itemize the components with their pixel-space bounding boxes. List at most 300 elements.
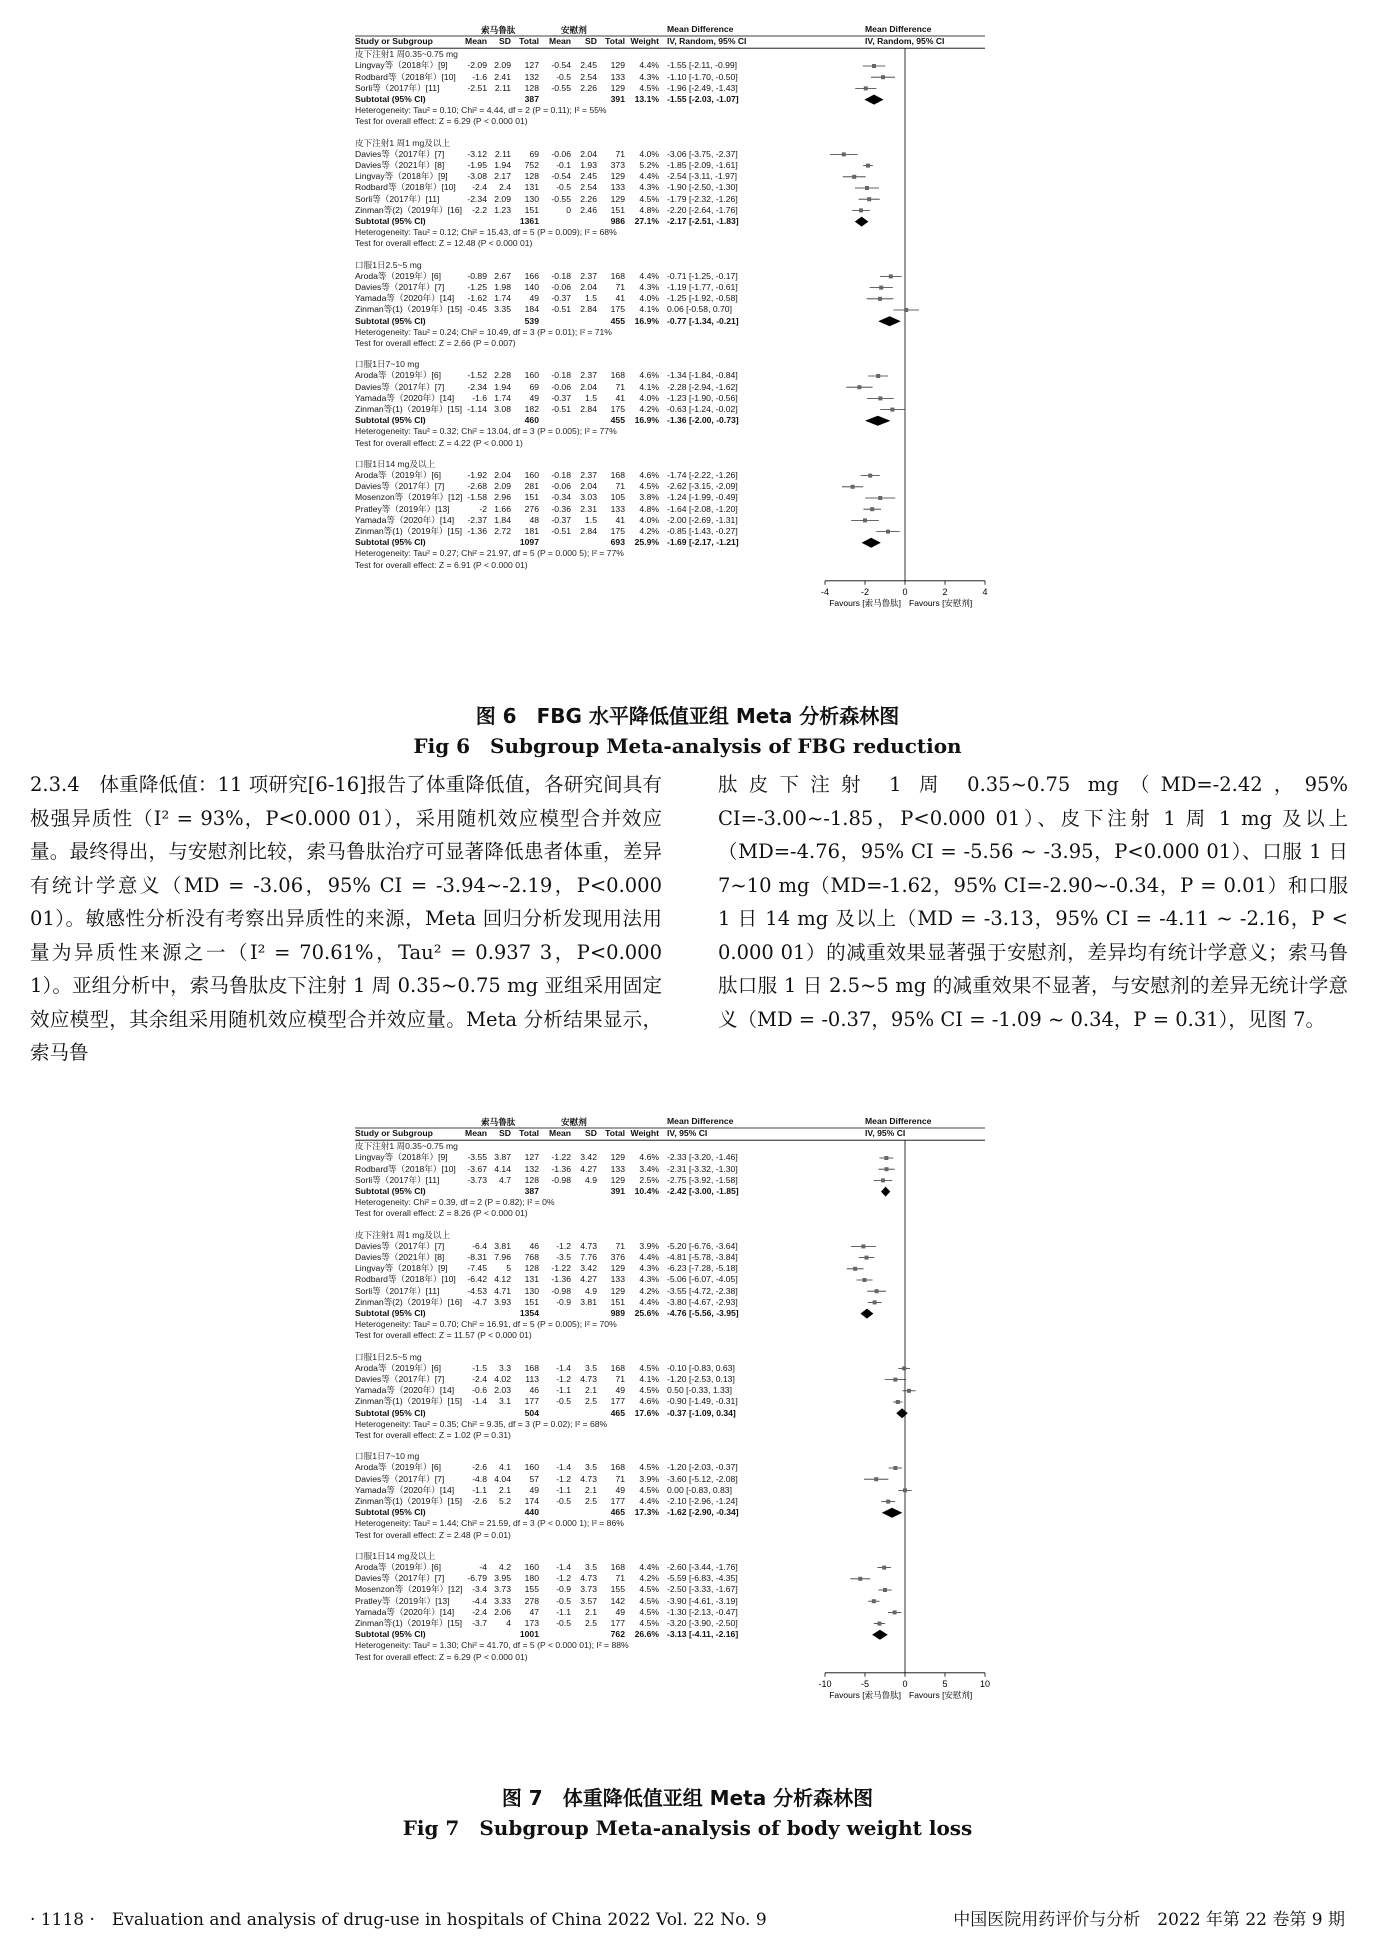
cell: 4.8% [639, 503, 659, 514]
cell: 17.3% [634, 1507, 659, 1518]
cell: -0.77 [-1.34, -0.21] [667, 315, 739, 326]
cell: -3.20 [-3.90, -2.50] [667, 1618, 738, 1628]
cell: Yamada等（2020年）[14] [355, 1606, 455, 1617]
cell: Davies等（2021年）[8] [355, 1252, 445, 1262]
cell: -0.51 [551, 526, 571, 536]
cell: -2.33 [-3.20, -1.46] [667, 1152, 738, 1163]
cell: Rodbard等（2018年）[10] [355, 182, 456, 193]
cell: 25.6% [634, 1308, 659, 1318]
cell: 2.09 [494, 481, 511, 492]
cell: 2.09 [494, 60, 511, 71]
cell: 71 [615, 1374, 625, 1384]
cell: 49 [529, 392, 539, 403]
cell: 2.5 [585, 1396, 597, 1407]
cell: -4.76 [-5.56, -3.95] [667, 1308, 739, 1318]
cell: 160 [524, 470, 539, 480]
cell: -2.6 [472, 1496, 487, 1506]
cell: 989 [610, 1308, 625, 1318]
cell: Zinman等(1)（2019年）[15] [355, 1618, 462, 1628]
cell: -0.37 [551, 293, 571, 304]
cell: 2.03 [494, 1385, 511, 1396]
cell: Aroda等（2019年）[6] [355, 370, 441, 381]
header-cell: Mean [465, 1128, 487, 1138]
cell: -0.5 [556, 1595, 571, 1606]
cell: 2.09 [494, 193, 511, 204]
cell: Aroda等（2019年）[6] [355, 1562, 441, 1572]
subtotal-diamond [861, 1309, 874, 1319]
effect-square [865, 186, 869, 190]
cell: 160 [524, 370, 539, 381]
cell: 3.9% [639, 1473, 659, 1484]
cell: -1.74 [-2.22, -1.26] [667, 470, 738, 480]
cell: 4.5% [639, 1362, 659, 1373]
heterogeneity: Heterogeneity: Tau² = 1.30; Chi² = 41.70, df = 5 (P < 0.000 01); I² = 88% [355, 1640, 629, 1651]
effect-square [878, 496, 882, 500]
cell: -0.55 [551, 193, 571, 204]
cell: -2.09 [467, 60, 487, 71]
cell: 4.04 [494, 1473, 511, 1484]
cell: -1.20 [-2.53, 0.13] [667, 1374, 735, 1384]
cell: 2.1 [585, 1484, 597, 1495]
cell: 4.5% [639, 193, 659, 204]
cell: 41 [615, 392, 625, 403]
cell: 0.50 [-0.33, 1.33] [667, 1385, 732, 1396]
cell: -0.5 [556, 71, 571, 82]
effect-square [851, 485, 855, 489]
md-header-right: Mean Difference [865, 24, 932, 34]
cell: 1097 [519, 537, 539, 548]
cell: -1.20 [-2.03, -0.37] [667, 1462, 738, 1473]
cell: -6.79 [467, 1573, 487, 1584]
cell: Rodbard等（2018年）[10] [355, 1163, 456, 1174]
cell: 129 [610, 1285, 625, 1296]
cell: 1.94 [494, 160, 511, 170]
cell: 181 [524, 526, 539, 536]
x-tick-label: 4 [982, 586, 988, 597]
header-cell: SD [585, 36, 597, 46]
cell: 1.74 [494, 293, 511, 304]
cell: -1.24 [-1.99, -0.49] [667, 492, 738, 503]
cell: 4.02 [494, 1374, 511, 1384]
cell: -2.6 [472, 1462, 487, 1473]
cell: 151 [524, 204, 539, 215]
cell: 3.33 [494, 1595, 511, 1606]
cell: -3.90 [-4.61, -3.19] [667, 1595, 738, 1606]
cell: 182 [524, 404, 539, 414]
cell: Zinman等(2)（2019年）[16] [355, 204, 462, 215]
effect-square [881, 1178, 885, 1182]
cell: 168 [610, 270, 625, 281]
heterogeneity: Heterogeneity: Tau² = 0.32; Chi² = 13.04, df = 3 (P = 0.005); I² = 77% [355, 426, 617, 437]
cell: 504 [524, 1407, 539, 1418]
cell: 175 [610, 404, 625, 414]
cell: -7.45 [467, 1263, 487, 1274]
cell: 3.93 [494, 1296, 511, 1307]
cell: Aroda等（2019年）[6] [355, 1462, 441, 1473]
cell: -6.23 [-7.28, -5.18] [667, 1263, 738, 1274]
effect-square [904, 308, 908, 312]
cell: 27.1% [634, 216, 659, 226]
cell: 2.84 [580, 304, 597, 315]
subtotal-diamond [878, 316, 901, 326]
cell: 276 [524, 503, 539, 514]
cell: 2.04 [580, 381, 597, 392]
effect-square [857, 385, 861, 389]
cell: 4.5% [639, 82, 659, 93]
subgroup-title: 皮下注射1 周0.35~0.75 mg [355, 49, 458, 60]
overall-effect-test: Test for overall effect: Z = 2.66 (P = 0.007) [355, 338, 516, 348]
cell: -1.85 [-2.09, -1.61] [667, 160, 738, 170]
cell: -1.22 [551, 1263, 571, 1274]
cell: -1.36 [551, 1163, 571, 1174]
cell: Yamada等（2020年）[14] [355, 1385, 455, 1396]
cell: 151 [610, 204, 625, 215]
cell: 2.04 [580, 148, 597, 159]
cell: -1.6 [472, 71, 487, 82]
cell: 129 [610, 193, 625, 204]
cell: 173 [524, 1618, 539, 1628]
cell: -1.19 [-1.77, -0.61] [667, 282, 738, 292]
cell: Lingvay等（2018年）[9] [355, 1152, 448, 1163]
cell: 4 [506, 1618, 511, 1628]
overall-effect-test: Test for overall effect: Z = 12.48 (P < 0.000 01) [355, 238, 533, 249]
cell: -2.51 [467, 82, 487, 93]
cell: 4.1% [639, 304, 659, 315]
cell: -0.1 [556, 160, 571, 170]
cell: 986 [610, 216, 625, 226]
cell: Rodbard等（2018年）[10] [355, 71, 456, 82]
cell: 17.6% [634, 1407, 659, 1418]
effect-square [877, 1622, 881, 1626]
cell: -1.1 [472, 1484, 487, 1495]
effect-square [884, 1156, 888, 1160]
cell: -0.5 [556, 182, 571, 193]
cell: 4.4% [639, 1562, 659, 1572]
cell: -3.67 [467, 1163, 487, 1174]
effect-square [863, 518, 867, 522]
cell: Mosenzon等（2019年）[12] [355, 1584, 463, 1595]
effect-square [890, 408, 894, 412]
overall-effect-test: Test for overall effect: Z = 1.02 (P = 0.31) [355, 1430, 511, 1440]
md-header-left: Mean Difference [667, 24, 734, 34]
effect-square [865, 1256, 869, 1260]
subtotal-diamond [865, 416, 890, 426]
cell: 3.9% [639, 1240, 659, 1251]
heterogeneity: Heterogeneity: Tau² = 0.70; Chi² = 16.91, df = 5 (P = 0.005); I² = 70% [355, 1319, 617, 1330]
cell: 4.3% [639, 182, 659, 193]
cell: 4.14 [494, 1163, 511, 1174]
cell: 5.2% [639, 160, 659, 170]
cell: 440 [524, 1507, 539, 1518]
cell: -1.2 [556, 1473, 571, 1484]
cell: 4.1% [639, 1374, 659, 1384]
cell: -2 [479, 503, 487, 514]
heterogeneity: Heterogeneity: Tau² = 1.44; Chi² = 21.59, df = 3 (P < 0.000 1); I² = 86% [355, 1518, 624, 1529]
cell: 2.26 [580, 82, 597, 93]
cell: 4.4% [639, 1296, 659, 1307]
overall-effect-test: Test for overall effect: Z = 4.22 (P < 0.000 1) [355, 437, 523, 448]
cell: -3.5 [556, 1252, 571, 1262]
x-tick-label: -5 [860, 1678, 870, 1689]
cell: 4.1 [499, 1462, 511, 1473]
cell: 131 [524, 1274, 539, 1285]
cell: 133 [610, 71, 625, 82]
cell: 4.2% [639, 1573, 659, 1584]
cell: 160 [524, 1562, 539, 1572]
cell: -6.4 [472, 1240, 487, 1251]
cell: 69 [529, 148, 539, 159]
cell: -1.2 [556, 1573, 571, 1584]
cell: 4.0% [639, 293, 659, 304]
cell: 49 [529, 293, 539, 304]
cell: 465 [610, 1507, 625, 1518]
cell: -4.53 [467, 1285, 487, 1296]
cell: 1.74 [494, 392, 511, 403]
cell: 4.5% [639, 481, 659, 492]
cell: Mosenzon等（2019年）[12] [355, 492, 463, 503]
cell: 177 [524, 1396, 539, 1407]
cell: 3.73 [580, 1584, 597, 1595]
cell: 177 [610, 1396, 625, 1407]
effect-square [872, 1599, 876, 1603]
heterogeneity: Heterogeneity: Tau² = 0.35; Chi² = 9.35, df = 3 (P = 0.02); I² = 68% [355, 1418, 608, 1429]
cell: 71 [615, 381, 625, 392]
cell: 151 [610, 1296, 625, 1307]
cell: -0.5 [556, 1618, 571, 1628]
cell: 3.35 [494, 304, 511, 315]
cell: 4.6% [639, 370, 659, 381]
cell: -1.10 [-1.70, -0.50] [667, 71, 738, 82]
cell: 151 [524, 1296, 539, 1307]
cell: -2.75 [-3.92, -1.58] [667, 1174, 738, 1185]
cell: Subtotal (95% CI) [355, 1629, 426, 1640]
cell: 130 [524, 1285, 539, 1296]
cell: 4.3% [639, 1263, 659, 1274]
cell: 3.81 [494, 1240, 511, 1251]
effect-square [872, 64, 876, 68]
cell: -0.71 [-1.25, -0.17] [667, 270, 738, 281]
cell: 7.96 [494, 1252, 511, 1262]
cell: Sorli等（2017年）[11] [355, 1174, 440, 1185]
cell: 174 [524, 1496, 539, 1506]
effect-square [842, 152, 846, 156]
header-cell: Total [519, 36, 539, 46]
cell: 129 [610, 1263, 625, 1274]
cell: -1.36 [551, 1274, 571, 1285]
cell: 2.04 [580, 481, 597, 492]
cell: -4.7 [472, 1296, 487, 1307]
cell: 373 [610, 160, 625, 170]
heterogeneity: Heterogeneity: Tau² = 0.24; Chi² = 10.49, df = 3 (P = 0.01); I² = 71% [355, 326, 612, 337]
effect-square [861, 1244, 865, 1248]
header-cell: Total [605, 1128, 625, 1138]
cell: 2.26 [580, 193, 597, 204]
favours-left-label: Favours [索马鲁肽] [829, 1689, 901, 1700]
cell: 387 [524, 1186, 539, 1196]
cell: Yamada等（2020年）[14] [355, 392, 455, 403]
subtotal-diamond [864, 95, 883, 105]
cell: -1.96 [-2.49, -1.43] [667, 82, 738, 93]
cell: -0.18 [551, 370, 571, 381]
subtotal-diamond [872, 1630, 888, 1640]
cell: 16.9% [634, 415, 659, 426]
cell: 455 [610, 315, 625, 326]
cell: 1361 [519, 216, 539, 226]
cell: 48 [529, 514, 539, 525]
cell: Davies等（2017年）[7] [355, 1473, 445, 1484]
heterogeneity: Heterogeneity: Tau² = 0.12; Chi² = 15.43, df = 5 (P = 0.009); I² = 68% [355, 227, 617, 238]
cell: Zinman等(2)（2019年）[16] [355, 1296, 462, 1307]
cell: 1.94 [494, 381, 511, 392]
cell: 4.2 [499, 1562, 511, 1572]
cell: Subtotal (95% CI) [355, 415, 426, 426]
header-cell: Weight [630, 1128, 659, 1138]
cell: 4.0% [639, 392, 659, 403]
effect-square [863, 1278, 867, 1282]
cell: -2.54 [-3.11, -1.97] [667, 171, 738, 182]
cell: 3.81 [580, 1296, 597, 1307]
cell: Zinman等(1)（2019年）[15] [355, 1396, 462, 1407]
overall-effect-test: Test for overall effect: Z = 6.29 (P < 0.000 01) [355, 1651, 528, 1662]
cell: 2.06 [494, 1606, 511, 1617]
cell: 4.2% [639, 526, 659, 536]
cell: 177 [610, 1496, 625, 1506]
cell: 71 [615, 1573, 625, 1584]
effect-square [874, 1477, 878, 1481]
cell: 3.42 [580, 1152, 597, 1163]
cell: Pratley等（2019年）[13] [355, 1595, 450, 1606]
cell: Sorli等（2017年）[11] [355, 82, 440, 93]
cell: -1.36 [-2.00, -0.73] [667, 415, 739, 426]
cell: 2.46 [580, 204, 597, 215]
cell: -0.90 [-1.49, -0.31] [667, 1396, 738, 1407]
header-cell: Study or Subgroup [355, 36, 433, 46]
cell: -2.34 [467, 193, 487, 204]
cell: -1.64 [-2.08, -1.20] [667, 503, 738, 514]
cell: 71 [615, 1473, 625, 1484]
cell: -4.4 [472, 1595, 487, 1606]
cell: 113 [525, 1374, 539, 1384]
cell: 281 [524, 481, 539, 492]
cell: Yamada等（2020年）[14] [355, 293, 455, 304]
cell: 130 [524, 193, 539, 204]
effect-square [876, 374, 880, 378]
cell: 4.5% [639, 1584, 659, 1595]
cell: -1.55 [-2.03, -1.07] [667, 94, 739, 104]
effect-square [866, 164, 870, 168]
footer-journal-en: · 1118 · Evaluation and analysis of drug-use in hospitals of China 2022 Vol. 22 No. 9 [30, 1910, 767, 1930]
x-tick-label: 10 [979, 1678, 991, 1689]
cell: 2.04 [580, 282, 597, 292]
cell: -3.60 [-5.12, -2.08] [667, 1473, 738, 1484]
cell: -3.13 [-4.11, -2.16] [667, 1629, 739, 1640]
cell: Davies等（2017年）[7] [355, 1573, 445, 1584]
cell: 4.71 [494, 1285, 511, 1296]
cell: 2.28 [494, 370, 511, 381]
cell: -0.51 [551, 304, 571, 315]
cell: 2.04 [494, 470, 511, 480]
cell: 142 [610, 1595, 625, 1606]
cell: Zinman等(1)（2019年）[15] [355, 304, 462, 315]
cell: 168 [524, 1362, 539, 1373]
cell: 69 [529, 381, 539, 392]
cell: 0.06 [-0.58, 0.70] [667, 304, 732, 315]
cell: 465 [610, 1407, 625, 1418]
cell: 2.54 [580, 71, 597, 82]
cell: -6.42 [467, 1274, 487, 1285]
cell: -2.4 [472, 1606, 487, 1617]
cell: -0.5 [556, 1496, 571, 1506]
cell: -0.6 [472, 1385, 487, 1396]
cell: -1.95 [467, 160, 487, 170]
cell: 2.84 [580, 404, 597, 414]
cell: 4.5% [639, 1595, 659, 1606]
cell: -1.69 [-2.17, -1.21] [667, 537, 739, 548]
cell: 278 [524, 1595, 539, 1606]
cell: -1.23 [-1.90, -0.56] [667, 392, 738, 403]
cell: -3.55 [-4.72, -2.38] [667, 1285, 738, 1296]
cell: 391 [610, 1186, 625, 1196]
cell: 2.96 [494, 492, 511, 503]
x-tick-label: -10 [818, 1678, 832, 1689]
favours-right-label: Favours [安慰剂] [909, 1689, 973, 1700]
overall-effect-test: Test for overall effect: Z = 11.57 (P < 0.000 01) [355, 1330, 532, 1341]
cell: Zinman等(1)（2019年）[15] [355, 404, 462, 414]
cell: Aroda等（2019年）[6] [355, 1362, 441, 1373]
cell: -1.25 [-1.92, -0.58] [667, 293, 738, 304]
heterogeneity: Heterogeneity: Tau² = 0.27; Chi² = 21.97, df = 5 (P = 0.000 5); I² = 77% [355, 548, 624, 559]
subtotal-diamond [862, 538, 881, 548]
cell: 4.4% [639, 270, 659, 281]
cell: -0.63 [-1.24, -0.02] [667, 404, 738, 414]
effect-square [903, 1488, 907, 1492]
cell: 49 [529, 1484, 539, 1495]
cell: 155 [524, 1584, 539, 1595]
cell: -1.4 [556, 1562, 571, 1572]
subtotal-diamond [881, 1187, 890, 1197]
cell: -2.34 [467, 381, 487, 392]
cell: -2.28 [-2.94, -1.62] [667, 381, 738, 392]
cell: Sorli等（2017年）[11] [355, 193, 440, 204]
cell: 4.6% [639, 1396, 659, 1407]
cell: -0.37 [551, 514, 571, 525]
cell: 4.73 [580, 1473, 597, 1484]
cell: 175 [610, 304, 625, 315]
cell: -2.37 [467, 514, 487, 525]
cell: -0.54 [551, 60, 571, 71]
subgroup-title: 口服1日2.5~5 mg [355, 259, 422, 270]
favours-right-label: Favours [安慰剂] [909, 597, 973, 608]
cell: -3.73 [467, 1174, 487, 1185]
cell: 3.5 [585, 1562, 597, 1572]
cell: 2.1 [585, 1606, 597, 1617]
cell: Davies等（2017年）[7] [355, 1240, 445, 1251]
subgroup-title: 皮下注射1 周0.35~0.75 mg [355, 1141, 458, 1152]
header-cell: Study or Subgroup [355, 1128, 433, 1138]
cell: Rodbard等（2018年）[10] [355, 1274, 456, 1285]
header-cell: SD [499, 1128, 511, 1138]
cell: 3.3 [499, 1362, 511, 1373]
cell: 129 [610, 1174, 625, 1185]
cell: 7.76 [580, 1252, 597, 1262]
cell: -2.31 [-3.32, -1.30] [667, 1163, 738, 1174]
effect-square [885, 1167, 889, 1171]
cell: Aroda等（2019年）[6] [355, 470, 441, 480]
cell: -0.37 [-1.09, 0.34] [667, 1407, 736, 1418]
cell: 2.31 [580, 503, 597, 514]
cell: 26.6% [634, 1629, 659, 1640]
header-cell: Weight [630, 36, 659, 46]
